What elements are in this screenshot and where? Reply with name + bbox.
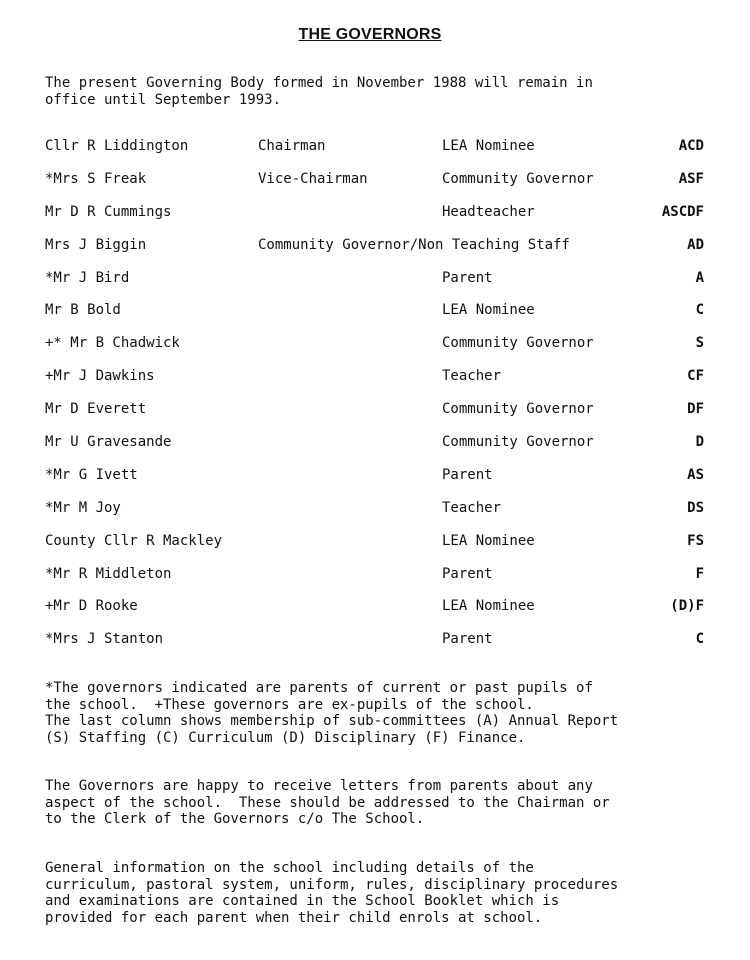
governor-role: LEA Nominee	[442, 598, 535, 615]
governor-role: Parent	[442, 631, 493, 648]
governor-name: Mr B Bold	[45, 302, 121, 319]
governor-name: Mrs J Biggin	[45, 236, 147, 253]
governor-row	[0, 237, 750, 270]
governor-row	[0, 566, 750, 599]
governor-committees: ASCDF	[661, 203, 704, 220]
governor-row	[0, 171, 750, 204]
governor-name: *Mr M Joy	[45, 499, 121, 516]
governor-committees: DF	[687, 401, 704, 418]
governor-role: LEA Nominee	[442, 138, 535, 154]
governor-committees: DS	[687, 499, 704, 516]
governor-office: Chairman	[258, 138, 326, 154]
governor-name: Mr U Gravesande	[45, 434, 172, 451]
governor-row	[0, 533, 750, 566]
governors-list	[0, 138, 750, 664]
governor-role: Community Governor	[442, 335, 594, 352]
governor-row	[0, 401, 750, 434]
governor-row	[0, 467, 750, 500]
governor-name: +* Mr B Chadwick	[45, 335, 180, 352]
letters-paragraph: The Governors are happy to receive letters from parents about any aspect of the school. These should be addressed to the Chairman or to the Clerk of the Governors c/o The School.	[45, 778, 610, 827]
governor-committees: ACD	[678, 138, 704, 154]
governor-role: Parent	[442, 565, 493, 582]
governor-name: County Cllr R Mackley	[45, 532, 223, 549]
governor-role: LEA Nominee	[442, 532, 535, 549]
governor-committees: CF	[687, 368, 704, 385]
governor-row	[0, 302, 750, 335]
governor-name: Mr D R Cummings	[45, 203, 172, 220]
governor-committees: C	[695, 631, 704, 648]
governor-committees: ASF	[678, 170, 704, 187]
governor-row	[0, 434, 750, 467]
general-info-paragraph: General information on the school including details of the curriculum, pastoral system, uniform, rules, disciplinary procedures and examinations are contained in the School Booklet which is provided for each parent when their child enrols at school.	[45, 860, 619, 926]
governor-role: LEA Nominee	[442, 302, 535, 319]
governor-role: Parent	[442, 269, 493, 286]
governor-office: Community Governor/Non Teaching Staff	[258, 236, 570, 253]
governor-row	[0, 335, 750, 368]
governor-role: Teacher	[442, 499, 502, 516]
governor-row	[0, 500, 750, 533]
governor-committees: (D)F	[670, 598, 704, 615]
governor-name: Mr D Everett	[45, 401, 147, 418]
governor-committees: F	[695, 565, 704, 582]
governor-committees: FS	[687, 532, 704, 549]
governor-committees: S	[695, 335, 704, 352]
governor-role: Headteacher	[442, 203, 535, 220]
governor-row	[0, 598, 750, 631]
governor-name: +Mr D Rooke	[45, 598, 138, 615]
governor-role: Community Governor	[442, 170, 594, 187]
governor-name: +Mr J Dawkins	[45, 368, 155, 385]
governor-row	[0, 368, 750, 401]
governor-name: *Mrs S Freak	[45, 170, 147, 187]
governor-role: Parent	[442, 466, 493, 483]
governor-row	[0, 631, 750, 664]
page-title: THE GOVERNORS	[298, 26, 442, 43]
governor-committees: AS	[687, 466, 704, 483]
intro-paragraph: The present Governing Body formed in November 1988 will remain in office until September 1993.	[45, 75, 593, 108]
governor-name: *Mr J Bird	[45, 269, 130, 286]
governor-office: Vice-Chairman	[258, 170, 368, 187]
governor-role: Teacher	[442, 368, 502, 385]
governor-committees: AD	[687, 236, 704, 253]
governor-name: *Mr G Ivett	[45, 466, 138, 483]
governor-name: *Mrs J Stanton	[45, 631, 164, 648]
governor-row	[0, 138, 750, 171]
governor-row	[0, 270, 750, 303]
governor-committees: D	[695, 434, 704, 451]
governor-role: Community Governor	[442, 434, 594, 451]
governor-row	[0, 204, 750, 237]
governor-committees: A	[695, 269, 704, 286]
governor-name: *Mr R Middleton	[45, 565, 172, 582]
governor-role: Community Governor	[442, 401, 594, 418]
governor-name: Cllr R Liddington	[45, 138, 189, 154]
notes-paragraph: *The governors indicated are parents of current or past pupils of the school. +These governors are ex-pupils of the school. The last column shows membership of sub-committees (A) Annual Report (S) Staffing (C) Curriculum (D) Disciplinary (F) Finance.	[45, 680, 619, 746]
governor-committees: C	[695, 302, 704, 319]
